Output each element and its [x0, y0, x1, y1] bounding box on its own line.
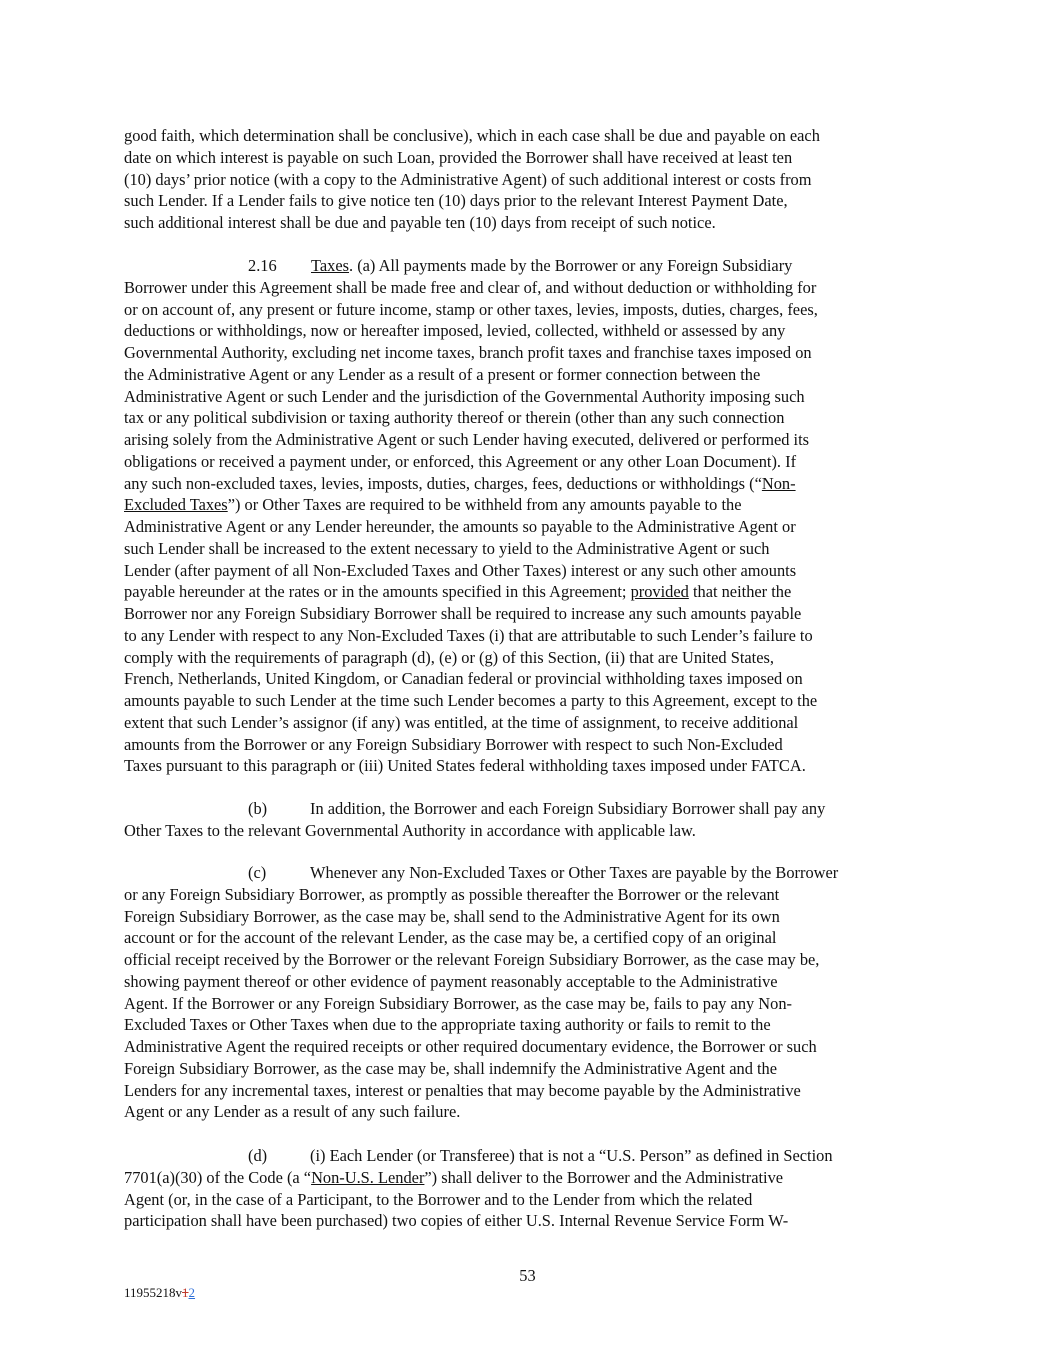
paragraph-label: (c) [248, 863, 267, 882]
text-line [124, 1167, 936, 1189]
paragraph-b [124, 798, 936, 842]
text-line: to any Lender with respect to any Non-Excluded Taxes (i) that are attributable to such Lender’s failure to [124, 625, 813, 645]
text-line: Borrower nor any Foreign Subsidiary Borrower shall be required to increase any such amounts payable [124, 604, 802, 623]
text-line: Other Taxes to the relevant Governmental Authority in accordance with applicable law. [124, 820, 696, 840]
text-fragment: any such non-excluded taxes, levies, imposts, duties, charges, fees, deductions or withholdings (“ [124, 473, 762, 493]
text-line: such additional interest shall be due and payable ten (10) days from receipt of such notice. [124, 213, 716, 232]
paragraph-d [124, 1145, 936, 1232]
defined-term: Excluded Taxes [124, 495, 228, 515]
text-fragment: ”) or Other Taxes are required to be withheld from any amounts payable to the [227, 495, 742, 515]
text-fragment: . (a) All payments made by the Borrower or any Foreign Subsidiary [349, 256, 793, 275]
text-line: Agent (or, in the case of a Participant, to the Borrower and to the Lender from which the related [124, 1189, 753, 1209]
document-id [124, 1285, 195, 1301]
section-heading: Taxes [311, 256, 349, 275]
text-line: Taxes pursuant to this paragraph or (iii) United States federal withholding taxes imposed under FATCA. [124, 756, 806, 776]
page-number: 53 [519, 1266, 536, 1285]
text-line: French, Netherlands, United Kingdom, or Canadian federal or provincial withholding taxes imposed on [124, 669, 803, 689]
text-line [124, 494, 936, 516]
section-taxes-paragraph [124, 255, 936, 777]
text-line: Lenders for any incremental taxes, interest or penalties that may become payable by the Administrative [124, 1080, 801, 1100]
text-fragment: 7701(a)(30) of the Code (a “ [124, 1167, 312, 1187]
text-line: account or for the account of the relevant Lender, as the case may be, a certified copy of an original [124, 928, 777, 948]
text-line: obligations or received a payment under, or enforced, this Agreement or any other Loan Document). If [124, 451, 797, 471]
text-line: official receipt received by the Borrower or the relevant Foreign Subsidiary Borrower, as the case may be, [124, 950, 820, 969]
defined-term: provided [630, 582, 689, 602]
text-line: tax or any political subdivision or taxing authority thereof or therein (other than any such connection [124, 408, 785, 428]
text-line: participation shall have been purchased) two copies of either U.S. Internal Revenue Service Form W- [124, 1211, 789, 1231]
text-line: Administrative Agent the required receipts or other required documentary evidence, the Borrower or such [124, 1037, 817, 1056]
paragraph-label: (d) [248, 1146, 268, 1165]
text-line: showing payment thereof or other evidence of payment reasonably acceptable to the Administrative [124, 971, 778, 991]
paragraph-c [124, 862, 936, 1123]
text-line: or any Foreign Subsidiary Borrower, as promptly as possible thereafter the Borrower or the relevant [124, 884, 780, 904]
text-line: comply with the requirements of paragraph (d), (e) or (g) of this Section, (ii) that are United States, [124, 647, 774, 667]
text-line: arising solely from the Administrative Agent or such Lender having executed, delivered or performed its [124, 430, 810, 449]
paragraph-label: (b) [248, 799, 268, 818]
doc-id-prefix: 11955218v [124, 1285, 183, 1300]
text-fragment: Whenever any Non-Excluded Taxes or Other Taxes are payable by the Borrower [310, 863, 839, 882]
text-line: amounts from the Borrower or any Foreign Subsidiary Borrower with respect to such Non-Excluded [124, 734, 783, 754]
text-line: Lender (after payment of all Non-Excluded Taxes and Other Taxes) interest or any such other amounts [124, 560, 797, 580]
text-fragment: ”) shall deliver to the Borrower and the Administrative [424, 1167, 784, 1187]
text-fragment: In addition, the Borrower and each Foreign Subsidiary Borrower shall pay any [310, 799, 826, 818]
text-line: Foreign Subsidiary Borrower, as the case may be, shall indemnify the Administrative Agent and the [124, 1058, 778, 1078]
text-line [124, 581, 936, 603]
text-line: Foreign Subsidiary Borrower, as the case may be, shall send to the Administrative Agent for its own [124, 906, 780, 926]
text-line: Administrative Agent or such Lender and the jurisdiction of the Governmental Authority imposing such [124, 386, 805, 406]
text-line: such Lender. If a Lender fails to give notice ten (10) days prior to the relevant Interest Payment Date, [124, 191, 788, 211]
text-line: such Lender shall be increased to the extent necessary to yield to the Administrative Agent or such [124, 538, 770, 558]
text-fragment: payable hereunder at the rates or in the amounts specified in this Agreement; [124, 582, 631, 602]
text-line: Governmental Authority, excluding net income taxes, branch profit taxes and franchise taxes imposed on [124, 343, 812, 362]
text-line: the Administrative Agent or any Lender as a result of a present or former connection between the [124, 364, 761, 384]
text-line: good faith, which determination shall be conclusive), which in each case shall be due and payable on each [124, 126, 820, 145]
text-line: or on account of, any present or future income, stamp or other taxes, levies, imposts, duties, charges, fees, [124, 299, 818, 319]
inserted-revision-mark: 2 [188, 1285, 196, 1300]
section-number: 2.16 [248, 256, 277, 275]
paragraph-first-line [124, 862, 936, 884]
defined-term: Non- [761, 473, 796, 493]
continuation-paragraph [124, 125, 936, 234]
text-line: Borrower under this Agreement shall be made free and clear of, and without deduction or withholding for [124, 277, 817, 297]
defined-term: Non-U.S. Lender [311, 1167, 425, 1187]
text-line [124, 473, 936, 495]
section-heading-line [124, 255, 936, 277]
text-line: Excluded Taxes or Other Taxes when due to the appropriate taxing authority or fails to remit to the [124, 1015, 771, 1035]
text-line: amounts payable to such Lender at the time such Lender becomes a party to this Agreement, except to the [124, 691, 818, 710]
text-line: date on which interest is payable on such Loan, provided the Borrower shall have received at least ten [124, 147, 793, 167]
text-line: Agent. If the Borrower or any Foreign Subsidiary Borrower, as the case may be, fails to pay any Non- [124, 993, 792, 1013]
text-line: Agent or any Lender as a result of any such failure. [124, 1102, 461, 1122]
deleted-revision-mark: 1 [182, 1285, 189, 1300]
text-line: deductions or withholdings, now or hereafter imposed, levied, collected, withheld or assessed by any [124, 321, 786, 341]
text-fragment: (i) Each Lender (or Transferee) that is not a “U.S. Person” as defined in Section [310, 1146, 833, 1165]
paragraph-first-line [124, 798, 936, 820]
text-line: (10) days’ prior notice (with a copy to the Administrative Agent) of such additional interest or costs from [124, 169, 812, 189]
paragraph-first-line [124, 1145, 936, 1167]
text-fragment: that neither the [688, 582, 792, 602]
text-line: Administrative Agent or any Lender hereunder, the amounts so payable to the Administrative Agent or [124, 517, 796, 536]
text-line: extent that such Lender’s assignor (if any) was entitled, at the time of assignment, to receive additional [124, 712, 799, 732]
